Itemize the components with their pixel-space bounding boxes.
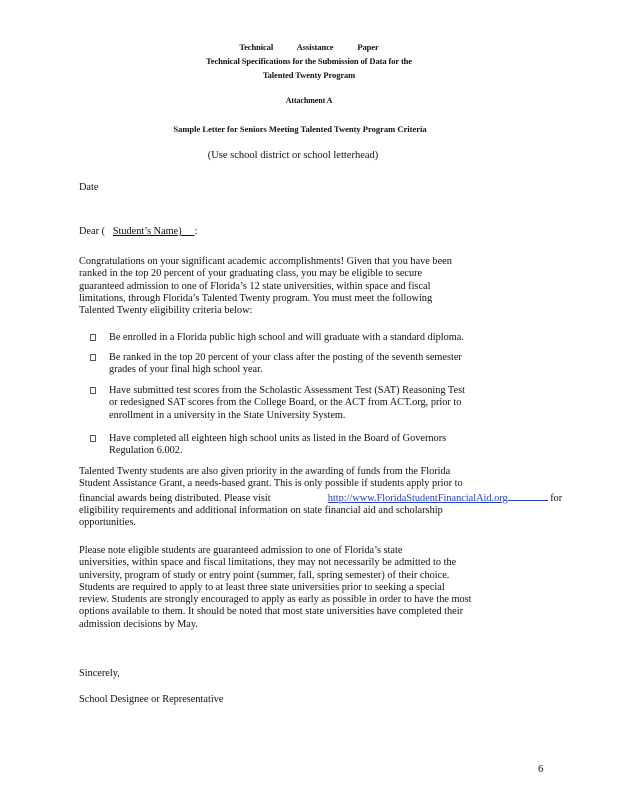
criteria-line: enrollment in a university in the State University System. — [109, 409, 346, 421]
bullet-box-icon — [90, 435, 96, 442]
criteria-line: Have submitted test scores from the Scholastic Assessment Test (SAT) Reasoning Test — [109, 385, 465, 396]
date-label: Date — [79, 182, 99, 193]
paragraph-line: Student Assistance Grant, a needs-based grant. This is only possible if students apply prior to — [79, 478, 463, 490]
page-number: 6 — [538, 764, 544, 775]
bullet-box-icon — [90, 354, 96, 361]
bullet-box-icon — [90, 334, 96, 341]
salutation-suffix: : — [194, 226, 198, 237]
paragraph-line: Congratulations on your significant academic accomplishments! Given that you have been — [79, 256, 452, 267]
criteria-item — [90, 433, 446, 458]
letterhead-note: (Use school district or school letterhead) — [207, 150, 379, 161]
paragraph-line: Please note eligible students are guaranteed admission to one of Florida’s state — [79, 545, 403, 556]
paragraph-line: universities, within space and fiscal limitations, they may not necessarily be admitted to the — [79, 557, 457, 569]
admission-note-paragraph — [79, 545, 472, 631]
criteria-line: Be ranked in the top 20 percent of your class after the posting of the seventh semester — [109, 352, 462, 363]
paragraph-line: Talented Twenty students are also given priority in the awarding of funds from the Florida — [79, 466, 451, 477]
paragraph-line: ranked in the top 20 percent of your graduating class, you may be eligible to secure — [79, 268, 423, 280]
letter-heading: Sample Letter for Seniors Meeting Talented Twenty Program Criteria — [173, 124, 427, 134]
criteria-line: or redesigned SAT scores from the College Board, or the ACT from ACT.org, prior to — [109, 397, 462, 409]
paragraph-line — [79, 491, 562, 505]
closing: Sincerely, — [79, 668, 120, 679]
criteria-line: Regulation 6.002. — [109, 445, 183, 457]
paragraph-line: opportunities. — [79, 517, 136, 529]
criteria-line: grades of your final high school year. — [109, 364, 263, 376]
document-title: Technical Assistance Paper — [239, 42, 379, 52]
paragraph-text: financial awards being distributed. Please visit — [79, 492, 271, 504]
paragraph-line: admission decisions by May. — [79, 618, 198, 630]
paragraph-line: options available to them. It should be noted that most state universities have completed their — [79, 606, 464, 618]
paragraph-line: eligibility requirements and additional information on state financial aid and scholarship — [79, 504, 443, 516]
program-name: Talented Twenty Program — [262, 70, 356, 80]
attachment-label: Attachment A — [285, 96, 333, 105]
paragraph-line: review. Students are strongly encouraged to apply as early as possible in order to have the most — [79, 594, 472, 606]
bullet-box-icon — [90, 387, 96, 394]
paragraph-line: university, program of study or entry point (summer, fall, spring semester) of their choice. — [79, 569, 450, 581]
student-name-placeholder: Student’s Name) — [112, 226, 182, 237]
criteria-item — [90, 352, 462, 377]
document-subtitle: Technical Specifications for the Submission of Data for the — [206, 56, 412, 66]
criteria-item — [90, 385, 465, 422]
paragraph-line: Students are required to apply to at least three state universities prior to seeking a special — [79, 581, 445, 593]
intro-paragraph — [79, 256, 452, 317]
financial-aid-paragraph — [79, 466, 562, 529]
paragraph-text: for — [550, 492, 563, 504]
criteria-line: Have completed all eighteen high school units as listed in the Board of Governors — [109, 433, 447, 444]
signature-title: School Designee or Representative — [79, 694, 224, 705]
salutation-prefix: Dear ( — [79, 226, 106, 237]
paragraph-line: guaranteed admission to one of Florida’s 12 state universities, within space and fiscal — [79, 280, 431, 292]
paragraph-line: limitations, through Florida’s Talented Twenty program. You must meet the following — [79, 292, 433, 304]
paragraph-line: Talented Twenty eligibility criteria below: — [79, 305, 253, 317]
criteria-item — [90, 332, 464, 344]
salutation — [79, 226, 197, 238]
criteria-line: Be enrolled in a Florida public high school and will graduate with a standard diploma. — [109, 332, 464, 343]
financial-aid-link[interactable]: http://www.FloridaStudentFinancialAid.org — [327, 492, 508, 504]
